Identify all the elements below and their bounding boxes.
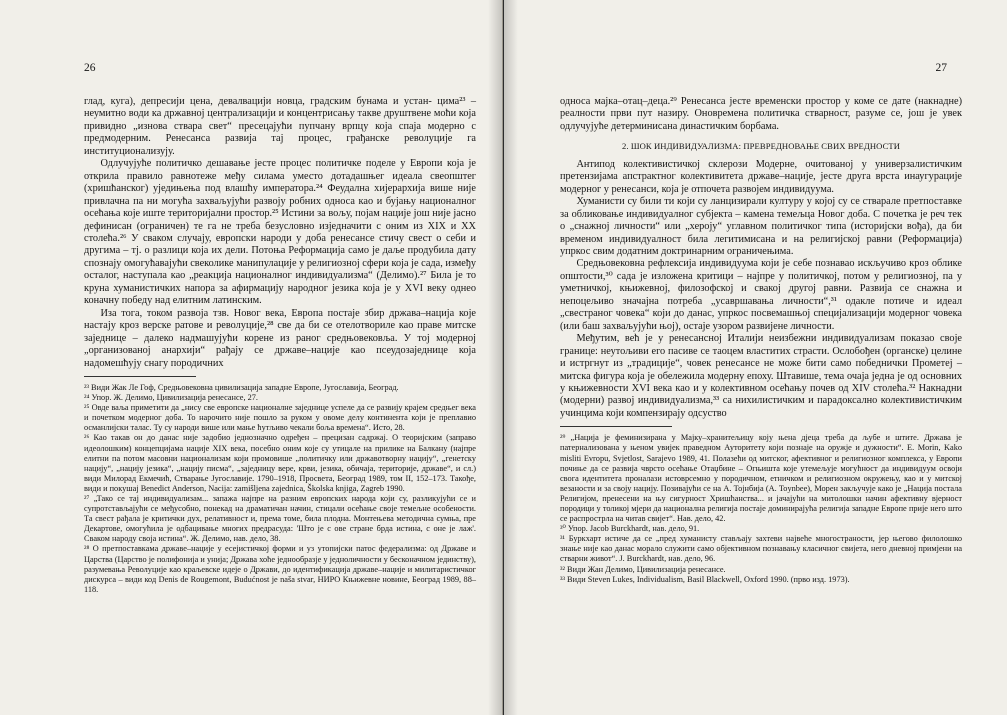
footnote: ²³ Види Жак Ле Гоф, Средњовековна цивилизација западне Европе, Југославија, Београд. — [84, 382, 399, 392]
left-paragraph: глад, куга), депресији цена, девалвацији новца, градским бунама и устан- цима²³ – неумитно води ка државној централизацији и концентрисању такве друштвене моћи која привидно „изнова ствара свет“ пресецајући пупчану врпцу која спаја модерно с предмодерним. Ренесанса развија тај процес, грађанске револуције га институционализују. — [84, 96, 476, 157]
footnote: ²⁵ Овде ваља приметити да „нису све европске националне заједнице успеле да се развију крајем средњег века и почетком модерног доба. То нарочито није пошло за руком у овоме делу континента који је преплавио османлијски талас. Ту су народи више или мање ћутљиво чекали боља времена“. Исто, 28. — [84, 403, 476, 433]
right-footnotes — [560, 433, 962, 584]
right-paragraph: Средњовековна рефлексија индивидуума који је себе познавао искључиво кроз облике општости,³⁰ сада је изложена критици – најпре у политичкој, потом у религиозној, па у уметничкој, књижевној, филозофској и свакој другој равни. Развија се снажна и непоцељиво значајна потреба „усавршавања личности“,³¹ одакле потиче и идеал „свестраног човека“ који до данас, упркос посвемашњој специјализацији модерног човека (или баш захваљујући њој), остаје узором развијене личности. — [560, 258, 962, 332]
right-paragraph: Антипод колективистичкој склерози Модерне, очитованој у универзалистичким претензијама апстрактног колективитета државе–нације, јесте друга врста инаугурације модерног у ренесанси, која је отпочета развојем индивидуума. — [560, 158, 962, 195]
left-page — [0, 0, 503, 715]
section-heading: 2. ШОК ИНДИВИДУАЛИЗМА: ПРЕВРЕДНОВАЊЕ СВИХ ВРЕДНОСТИ — [621, 141, 901, 152]
footnote: ³¹ Буркхарт истиче да се „пред хуманисту стављају захтеви највеће многостраности, јер његово филолошко знање није као данас морало служити само објективном познавању класичног свијета, него дневној примјени на стварни живот“. J. Burckhardt, нав. дело, 96. — [560, 534, 962, 564]
footnote: ²⁴ Упор. Ж. Делимо, Цивилизација ренесансе, 27. — [84, 393, 258, 403]
right-page — [504, 0, 1007, 715]
right-paragraph: Хуманисти су били ти који су ланцизирали културу у којој су се стварале претпоставке за обликовање индивидуалног субјекта – камена темељца Новог доба. С почетка је реч тек о „снажној личности“ или „хероју“ углавном политичког типа (историјски вођа), да би временом индивидуалност била легитимисана и на религијској равни (Реформација) упркос свим додатним доктринарним ограничењима. — [560, 196, 962, 257]
left-page-number: 26 — [84, 62, 96, 74]
right-intro-paragraph: односа мајка–отац–деца.²⁹ Ренесанса јесте временски простор у коме се дате (накнадне) реалности први пут назиру. Оновремена политичка стварност, разуме се, још је увек одлучујуће детерминисана династичким борбама. — [560, 96, 962, 132]
right-footnote-rule — [560, 426, 672, 427]
footnote: ³² Види Жан Делимо, Цивилизација ренесансе. — [560, 564, 726, 574]
footnote: ²⁸ О претпоставкама државе–нације у есејистичкој форми и уз утопијски патос федерализма: од Државе и Царства (Царство је полифонија и унија; Држава хоће једнообразје у једноличности у бесконачном јединству), разумевања Револуције као краљевске идеје о Држави, до идентификација државе–нације и милитаристичког дискурса – види код Denis de Rougemont, Budućnost je naša stvar, НИРО Књижевне новине, Београд 1989, 88–118. — [84, 544, 476, 594]
left-gutter-shadow — [488, 0, 502, 715]
right-body — [560, 96, 962, 585]
footnote: ²⁶ Као такав он до данас није задобио једнозначно одређен – прецизан садржај. О теоријским (заправо идеолошким) концепцијама нације XIX века, посебно оним које су утицале на прилике на Балкану (најпре елитни па потом масовни национализам који промовише „политичку или државотворну нацију“, „генетску нацију“, „нацију језика“, „нацију писма“, „заједницу вере, крви, језика, обичаја, територије, државе“, и сл.) види Милорад Екмечић, Стварање Југославије. 1790–1918, Просвета, Београд 1989, том II, 152–173. Такође, види и покушај Benedict Anderson, Nacija: zamišljena zajednica, Školska knjiga, Zagreb 1990. — [84, 433, 476, 493]
left-paragraph: Иза тога, током развоја тзв. Новог века, Европа постаје збир држава–нација које настају кроз верске ратове и револуције,²⁸ све да би се отелотвориле као праве митске заједнице – далеко надмашујући корене из раног средњовековља. У тој модерној „организованој анархији“ рађају се државе–нације као псеудозаједнице која надомешћују снагу породичних — [84, 307, 476, 369]
footnote: ²⁷ „Тако се тај индивидуализам... запажа најпре на разним европских народа који су, разликујући се и супротстављајући се међусобно, понекад на драматичан начин, стицали осећање своје темељне особености. Та свест рађала је критички дух, релативност и, према томе, била плодна. Монтењева методична сумња, пре Декартове, омогућила је одбацивање многих предрасуда: 'Што је с ове стране брда истина, с оне је лаж'. Сваком народу своја истина“. Ж. Делимо, нав. дело, 38. — [84, 494, 476, 544]
left-footnote-rule — [84, 376, 196, 377]
right-gutter-shadow — [504, 0, 518, 715]
left-footnotes — [84, 383, 476, 595]
right-paragraph: Међутим, већ је у ренесансној Италији неизбежни индивидуализам показао своје границе: неутољиви его пасиве се таоцем властитих страсти. Ослобођен (органске) целине и истргнут из „традиције“, човек ренесансе не може бити само победнички Прометеј – митска фигура која је обележила модерну епоху. Штавише, тема очаја једна је од основних у књижевности XVI века као и у колективном осећању почев од XIV столећа.³² Накнадни (модерни) развој индивидуализма,³³ са нихилистичким и парадоксално колективистичким учинцима који компензирају одсуство — [560, 333, 962, 419]
footnote: ³³ Види Steven Lukes, Individualism, Basil Blackwell, Oxford 1990. (прво изд. 1973). — [560, 574, 850, 584]
right-page-number: 27 — [935, 62, 947, 74]
left-paragraph: Одлучујуће политичко дешавање јесте процес политичке поделе у Европи која је открила правило равнотеже међу силама уместо дотадашњег идеала свеопштег (хришћанског) уједињења под влашћу императора.²⁴ Феудална хијерархија више није привлачна па ни могућа захваљујући развоју робних односа као и бујању националног осећања које иште територијални простор.²⁵ Истини за вољу, појам нације још није јасно дефинисан (ограничен) те га не треба безусловно изједначити с оним из XIX и XX столећа.²⁶ У сваком случају, европски народи у доба ренесансе стичу свест о себи и другима – тј. о разлици која их дели. Потоња Реформација само је даље продубила дату спознају омогућавајући свеколике манипулације у религиозној сфери која је сада, између осталог, наступала као „реакција националног индивидуализма“ (Делимо).²⁷ Била је то круна хуманистичких напора за афирмацију народног језика која је у XVI веку однео коначну победу над елитним латинским. — [84, 158, 476, 307]
footnote: ³⁰ Упор. Jacob Burckhardt, нав. дело, 91. — [560, 524, 700, 534]
footnote: ²⁹ „Нација је феминизирана у Мајку–хранитељицу коју њена дјеца треба да љубе и штите. Држава је патернализована у њеном увијек праведном Ауторитету који познаје на оружје и дужности“. E. Morin, Kako misliti Evropu, Svjetlost, Sarajevo 1989, 41. Полазећи од митског, афективног и религиозног комплекса, у Европи почиње да се развија чврсто осећање Отаџбине – Огњишта које утемељује могућност да индивидуум освоји свога идентитета проналази истоврсемно у породичном, етничком и религиозном окружењу, као и у митској везаности и за своју нацију. Позивајући се на А. Тојнбија (A. Toynbee), Морен закључује како је „Нација постала Религијом, пренесени на њу сигурност Хришћанства... и јачајући на митолошки начин афективну вјерност породици у толикој мјери да национална религија постаје доминирајућа религија западне Европе прије него што се распрострла на читав свијет“. Нав. дело, 42. — [560, 433, 962, 524]
left-body — [84, 96, 476, 595]
